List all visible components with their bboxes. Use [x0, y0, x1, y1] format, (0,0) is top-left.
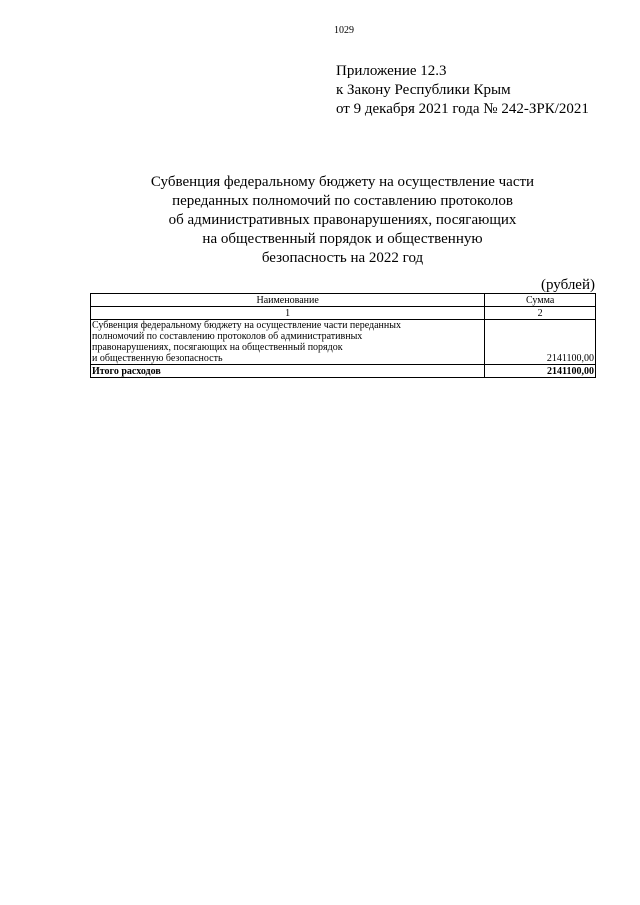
row-name: [91, 320, 485, 365]
appendix-line-1: Приложение 12.3: [336, 63, 447, 79]
document-title: [90, 173, 595, 268]
total-amount: 2141100,00: [485, 365, 596, 378]
row-name-line-3: правонарушениях, посягающих на общественный порядок: [92, 342, 343, 353]
title-line-5: безопасность на 2022 год: [261, 250, 424, 266]
subvention-table: [90, 293, 596, 378]
column-number-2: 2: [485, 307, 596, 320]
total-label: Итого расходов: [91, 365, 485, 378]
title-line-3: об административных правонарушениях, посягающих: [168, 212, 517, 228]
row-name-line-2: полномочий по составлению протоколов об административных: [92, 331, 363, 342]
header-name: Наименование: [91, 294, 485, 307]
appendix-reference: [336, 62, 589, 119]
header-amount: Сумма: [485, 294, 596, 307]
title-line-1: Субвенция федеральному бюджету на осуществление части: [150, 174, 535, 190]
row-name-line-1: Субвенция федеральному бюджету на осуществление части переданных: [92, 320, 401, 331]
column-number-1: 1: [91, 307, 485, 320]
appendix-line-2: к Закону Республики Крым: [336, 82, 511, 98]
unit-label: (рублей): [540, 277, 595, 293]
row-name-line-4: и общественную безопасность: [92, 353, 223, 364]
title-line-4: на общественный порядок и общественную: [202, 231, 483, 247]
appendix-line-3: от 9 декабря 2021 года № 242-ЗРК/2021: [336, 101, 589, 117]
table-row: [91, 320, 596, 365]
page-number: 1029: [334, 25, 354, 36]
table-header-row: [91, 294, 596, 307]
row-amount: 2141100,00: [485, 320, 596, 365]
total-row: [91, 365, 596, 378]
title-line-2: переданных полномочий по составлению протоколов: [172, 193, 513, 209]
column-number-row: [91, 307, 596, 320]
